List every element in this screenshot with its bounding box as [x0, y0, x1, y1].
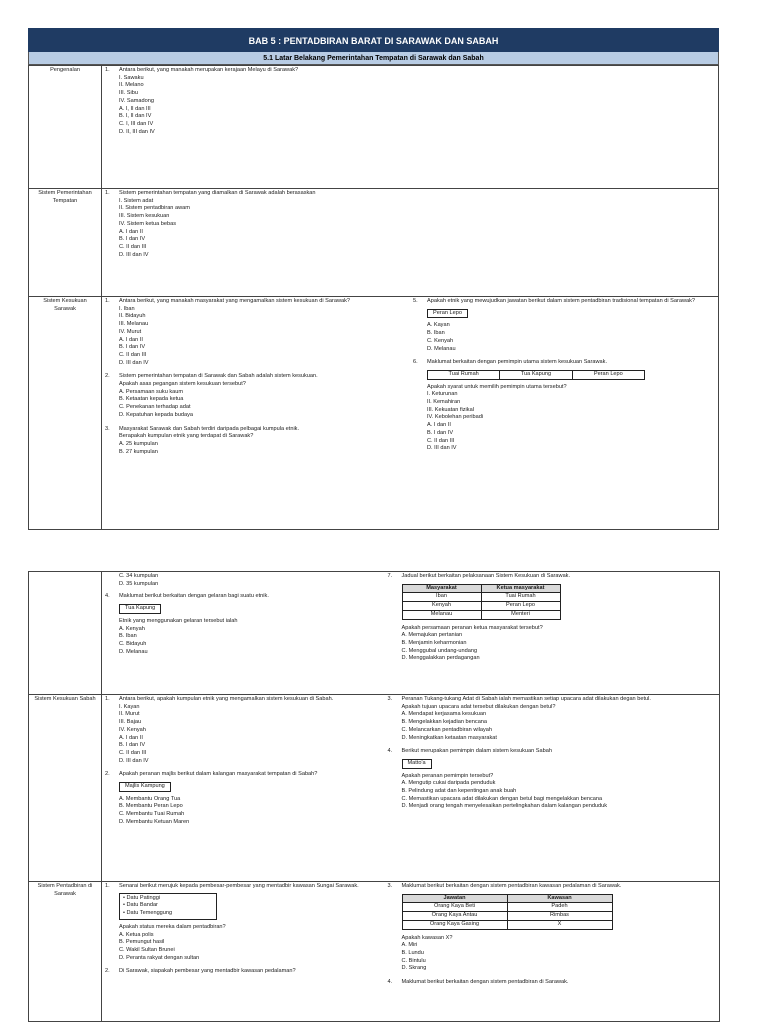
question [388, 883, 717, 973]
question-prompt: Etnik yang menggunakan gelaran tersebut ialah [119, 617, 238, 624]
option-item[interactable]: II. Murut [119, 711, 140, 718]
question-text: Jadual berikut berkaitan pelaksanaan Sistem Kesukuan di Sarawak. [401, 573, 571, 579]
question-prompt: Berapakah kumpulan etnik yang terdapat di Sarawak? [119, 433, 254, 440]
question-prompt: Apakah persamaan peranan ketua masyarakat tersebut? [401, 624, 543, 631]
option-item[interactable]: D. III dan IV [427, 445, 457, 452]
table-header: Ketua masyarakat [481, 584, 560, 593]
option-item[interactable]: D. Meningkatkan ketaatan masyarakat [401, 734, 497, 741]
question-text: Antara berikut, apakah kumpulan etnik yang mengamalkan sistem kesukuan di Sabah. [119, 696, 334, 702]
option-item[interactable]: A. Memajukan pertanian [401, 632, 463, 639]
question-prompt: Apakah asas pegangan sistem kesukuan tersebut? [119, 381, 246, 388]
worksheet-page-1 [28, 28, 719, 530]
question-number: 2. [105, 968, 110, 975]
option-item[interactable]: D. III dan IV [119, 359, 149, 366]
option-item[interactable]: B. I dan IV [427, 429, 454, 436]
boxed-term-row [427, 370, 645, 380]
option-item[interactable]: A. Mendapat kerjasama kesukuan [401, 711, 487, 718]
option-item[interactable]: A. Miri [401, 942, 418, 949]
option-item[interactable]: D. Menjadi orang tengah menyelesaikan pertelingkahan dalam kalangan penduduk [401, 803, 608, 810]
option-item[interactable]: B. Membantu Peran Lepo [119, 803, 183, 810]
question [105, 593, 382, 656]
question-number: 3. [387, 696, 393, 702]
option-item[interactable]: C. Bintulu [401, 957, 426, 964]
option-item[interactable]: D. Membantu Ketuan Maren [119, 818, 190, 825]
topic-cell [29, 572, 102, 695]
option-item[interactable]: A. I, II dan III [119, 105, 151, 112]
worksheet-page-2 [28, 571, 719, 1022]
option-item[interactable]: C. Menggubal undang-undang [401, 647, 478, 654]
option-item[interactable]: B. I dan IV [119, 236, 146, 243]
question [105, 696, 382, 765]
option-item[interactable]: D. II, III dan IV [119, 128, 155, 135]
question [388, 696, 717, 742]
option-item[interactable]: I. Kayan [119, 703, 140, 710]
option-item[interactable]: III. Bajau [119, 719, 142, 726]
option-item[interactable]: D. III dan IV [119, 757, 149, 764]
question [105, 190, 715, 259]
option-item[interactable]: A. I dan II [119, 336, 143, 343]
question [413, 359, 715, 453]
option-item[interactable]: C. I, III dan IV [119, 120, 154, 127]
question-text: Sistem pemerintahan tempatan yang diamalkan di Sarawak adalah berasaskan [119, 190, 316, 196]
option-item[interactable]: IV. Murut [119, 328, 142, 335]
question-cell-right [385, 695, 720, 882]
question-number: 1. [105, 67, 110, 73]
question [105, 883, 382, 962]
option-item[interactable]: A. 25 kumpulan [119, 440, 158, 447]
option-item[interactable]: B. 27 kumpulan [119, 448, 158, 455]
option-item[interactable]: D. 35 kumpulan [119, 580, 159, 587]
table-row [29, 572, 720, 695]
option-item[interactable]: B. I, II dan IV [119, 113, 152, 120]
option-item[interactable]: I. Sistem adat [119, 197, 154, 204]
table-row [29, 189, 719, 297]
question-number: 1. [105, 696, 110, 702]
option-item[interactable]: A. I dan II [427, 422, 451, 429]
option-item[interactable]: III. Sibu [119, 90, 138, 97]
question [413, 298, 715, 353]
question-number: 1. [105, 190, 110, 196]
topic-cell: Pengenalan [29, 66, 102, 189]
option-item[interactable]: IV. Samadong [119, 97, 154, 104]
topic-cell: Sistem Kesukuan Sabah [29, 695, 102, 882]
table-header: Masyarakat [402, 584, 481, 593]
question-number: 3. [387, 883, 393, 889]
boxed-term: Peran Lepo [593, 370, 623, 377]
option-item[interactable]: B. Lundu [401, 949, 424, 956]
option-item[interactable]: III. Kekuatan fizikal [427, 406, 474, 413]
table-cell: Peran Lepo [481, 602, 560, 611]
table-cell: Orang Kaya Gasing [402, 920, 507, 929]
boxed-term: Tua Kapung [119, 604, 161, 614]
option-item[interactable]: C. II dan III [427, 437, 455, 444]
topic-cell: Sistem Pemerintahan Tempatan [29, 189, 102, 297]
question-cell-left [102, 297, 411, 530]
option-item[interactable]: B. Pelindung adat dan kepentingan anak buah [401, 788, 517, 795]
question-text: Masyarakat Sarawak dan Sabah terdiri daripada pelbagai kumpula etnik. [119, 425, 300, 432]
question-text: Peranan Tukang-tukang Adat di Sabah ialah memastikan setiap upacara adat dilakukan degan betul. [401, 696, 651, 702]
table-header: Jawatan [402, 894, 507, 903]
question-prompt: Apakah tujuan upacara adat tersebut dilakukan dengan betul? [401, 703, 556, 710]
option-item[interactable]: A. Mengutip cukai daripada penduduk [401, 780, 496, 787]
boxed-term: Tua Kapung [500, 371, 572, 379]
question-prompt: Apakah syarat untuk memilih pemimpin utama tersebut? [427, 383, 567, 390]
table-cell: Iban [402, 593, 481, 602]
option-item[interactable]: D. Melanau [427, 345, 456, 352]
option-item[interactable]: IV. Kebolehan peribadi [427, 414, 484, 421]
boxed-term: Majlis Kampung [119, 782, 171, 792]
option-item[interactable]: C. II dan III [119, 243, 147, 250]
question-cell-right [385, 572, 720, 695]
option-item[interactable]: A. I dan II [119, 734, 143, 741]
option-item[interactable]: A. Membantu Orang Tua [119, 795, 181, 802]
question-text: Antara berikut, yang manakah merupakan kerajaan Melayu di Sarawak? [119, 67, 299, 73]
option-item[interactable]: D. III dan IV [119, 251, 149, 258]
question-text: Apakah etnik yang mewujudkan jawatan berikut dalam sistem pentadbiran tradisional tempatan di Sarawak? [427, 298, 696, 304]
option-item[interactable]: A. Kenyah [119, 625, 145, 632]
option-item[interactable]: IV. Kenyah [119, 726, 146, 733]
option-item[interactable]: C. Bidayuh [119, 640, 147, 647]
table-cell: Rimbas [507, 912, 612, 921]
option-item[interactable]: C. Wakil Sultan Brunei [119, 946, 175, 953]
option-item[interactable]: C. Kenyah [427, 337, 454, 344]
question-number: 4. [387, 748, 393, 755]
option-item[interactable]: II. Bidayuh [119, 313, 146, 320]
option-item[interactable]: A. Ketua polis [119, 931, 154, 938]
table-cell: X [507, 920, 612, 929]
table-header: Kawasan [507, 894, 612, 903]
question-text: Senarai berikut merujuk kepada pembesar-pembesar yang mentadbir kawasan Sungai Sarawak. [119, 883, 359, 889]
option-item[interactable]: C. Memastikan upacara adat dilakukan dengan betul bagi mengelakkan bencana [401, 795, 603, 802]
table-cell: Menteri [481, 610, 560, 619]
question [105, 771, 382, 826]
question [105, 298, 407, 367]
question-text: Di Sarawak, siapakah pembesar yang mentadbir kawasan pedalaman? [119, 968, 296, 975]
question [105, 426, 407, 457]
table-cell: Kenyah [402, 602, 481, 611]
section-subtitle: 5.1 Latar Belakang Pemerintahan Tempatan di Sarawak dan Sabah [28, 52, 719, 65]
question-text: Maklumat berikut berkaitan dengan sistem pentadbiran di Sarawak. [401, 979, 569, 986]
question [388, 979, 717, 987]
question [105, 373, 407, 419]
option-item[interactable]: B. I dan IV [119, 742, 146, 749]
question-table-1 [28, 65, 719, 530]
option-item[interactable]: III. Sistem kesukuan [119, 213, 170, 220]
question [105, 968, 382, 976]
option-item[interactable]: C. 34 kumpulan [119, 573, 159, 579]
question-number: 5. [413, 298, 418, 304]
option-item[interactable]: C. II dan III [119, 351, 147, 358]
question-cell-left [102, 695, 385, 882]
question-cell [102, 189, 719, 297]
option-item[interactable]: B. I dan IV [119, 344, 146, 351]
question [388, 573, 717, 663]
question-number: 2. [105, 771, 110, 778]
boxed-term: Tuai Rumah [428, 371, 500, 379]
question-prompt: Apakah kawasan X? [401, 934, 453, 941]
question-table-2 [28, 571, 720, 1022]
option-item[interactable]: B. Iban [119, 633, 137, 640]
table-row [29, 695, 720, 882]
boxed-term: Peran Lepo [427, 309, 468, 319]
option-item[interactable]: B. Iban [427, 330, 445, 337]
option-item[interactable]: C. II dan III [119, 749, 147, 756]
table-cell: Melanau [402, 610, 481, 619]
info-table [402, 894, 613, 930]
question [105, 67, 715, 136]
question-cell [102, 66, 719, 189]
option-item[interactable]: B. Mengelakkan kejadian bencana [401, 719, 488, 726]
question-text: Berikut merupakan pemimpin dalam sistem kesukuan Sabah [401, 748, 552, 755]
option-item[interactable]: C. Penekanan terhadap adat [119, 404, 191, 411]
chapter-title: BAB 5 : PENTADBIRAN BARAT DI SARAWAK DAN SABAH [28, 28, 719, 52]
option-item[interactable]: I. Keturunan [427, 391, 458, 398]
boxed-list [119, 893, 217, 920]
question-number: 1. [105, 883, 110, 889]
question-number: 2. [105, 373, 110, 380]
option-item[interactable]: C. Membantu Tuai Rumah [119, 811, 185, 818]
option-item[interactable]: D. Peranta rakyat dengan sultan [119, 954, 200, 961]
topic-cell: Sistem Kesukuan Sarawak [29, 297, 102, 530]
option-item[interactable]: I. Iban [119, 305, 135, 312]
option-item[interactable]: D. Menggalakkan perdagangan [401, 655, 480, 662]
option-item[interactable]: III. Melanau [119, 321, 149, 328]
boxed-term: Matto'a [402, 759, 432, 769]
question-cell-left [102, 572, 385, 695]
table-row [29, 882, 720, 1022]
question-cell-left [102, 882, 385, 1022]
option-item[interactable]: I. Sawaku [119, 74, 144, 81]
option-item[interactable]: II. Sistem pentadbiran awam [119, 205, 190, 212]
option-item[interactable]: II. Melano [119, 82, 144, 89]
question-text: Maklumat berikut berkaitan dengan sistem pentadbiran kawasan pedalaman di Sarawak. [401, 883, 622, 889]
table-cell: Tuai Rumah [481, 593, 560, 602]
question-text: Maklumat berkaitan dengan pemimpin utama sistem kesukuan Sarawak. [427, 359, 608, 366]
question-text: Antara berikut, yang manakah masyarakat yang mengamalkan sistem kesukuan di Sarawak? [119, 298, 351, 304]
question-prompt: Apakah peranan pemimpin tersebut? [401, 772, 494, 779]
question [388, 748, 717, 811]
question-text: Apakah peranan majlis berikut dalam kalangan masyarakat tempatan di Sabah? [119, 771, 318, 778]
table-cell: Orang Kaya Antau [402, 912, 507, 921]
table-row [29, 297, 719, 530]
table-cell: Padeh [507, 903, 612, 912]
option-item[interactable]: A. Persamaan suku kaum [119, 388, 184, 395]
question-text: Maklumat berikut berkaitan dengan gelaran bagi suatu etnik. [119, 593, 269, 600]
question-number: 7. [387, 573, 393, 579]
table-row [29, 66, 719, 189]
question-number: 4. [105, 593, 110, 600]
question-number: 4. [387, 979, 393, 986]
option-item[interactable]: B. Ketaatan kepada ketua [119, 396, 184, 403]
option-item[interactable]: IV. Sistem ketua bebas [119, 220, 177, 227]
option-item[interactable]: D. Kepatuhan kepada budaya [119, 411, 194, 418]
info-table [402, 584, 561, 620]
option-item[interactable]: B. Menjamin keharmonian [401, 639, 467, 646]
option-item[interactable]: D. Melanau [119, 648, 148, 655]
list-item: • Datu Bandar [123, 902, 158, 909]
question-number: 6. [413, 359, 418, 366]
question-cell-right [385, 882, 720, 1022]
topic-cell: Sistem Pentadbiran di Sarawak [29, 882, 102, 1022]
question-text: Sistem pemerintahan tempatan di Sarawak dan Sabah adalah sistem kesukuan. [119, 373, 318, 380]
table-cell: Orang Kaya Beti [402, 903, 507, 912]
question-number: 1. [105, 298, 110, 304]
list-item: • Datu Patinggi [123, 894, 161, 901]
option-item[interactable]: B. Pemungut hasil [119, 939, 165, 946]
option-item[interactable]: D. Skrang [401, 965, 427, 972]
list-item: • Datu Temenggung [123, 910, 173, 917]
question-continued [105, 573, 382, 588]
question-prompt: Apakah status mereka dalam pentadbiran? [119, 923, 226, 930]
option-item[interactable]: C. Melancarkan pentadbiran wilayah [401, 726, 492, 733]
option-item[interactable]: A. Kayan [427, 322, 450, 329]
option-item[interactable]: II. Kemahiran [427, 399, 461, 406]
question-number: 3. [105, 425, 110, 432]
option-item[interactable]: A. I dan II [119, 228, 143, 235]
question-cell-right [410, 297, 719, 530]
